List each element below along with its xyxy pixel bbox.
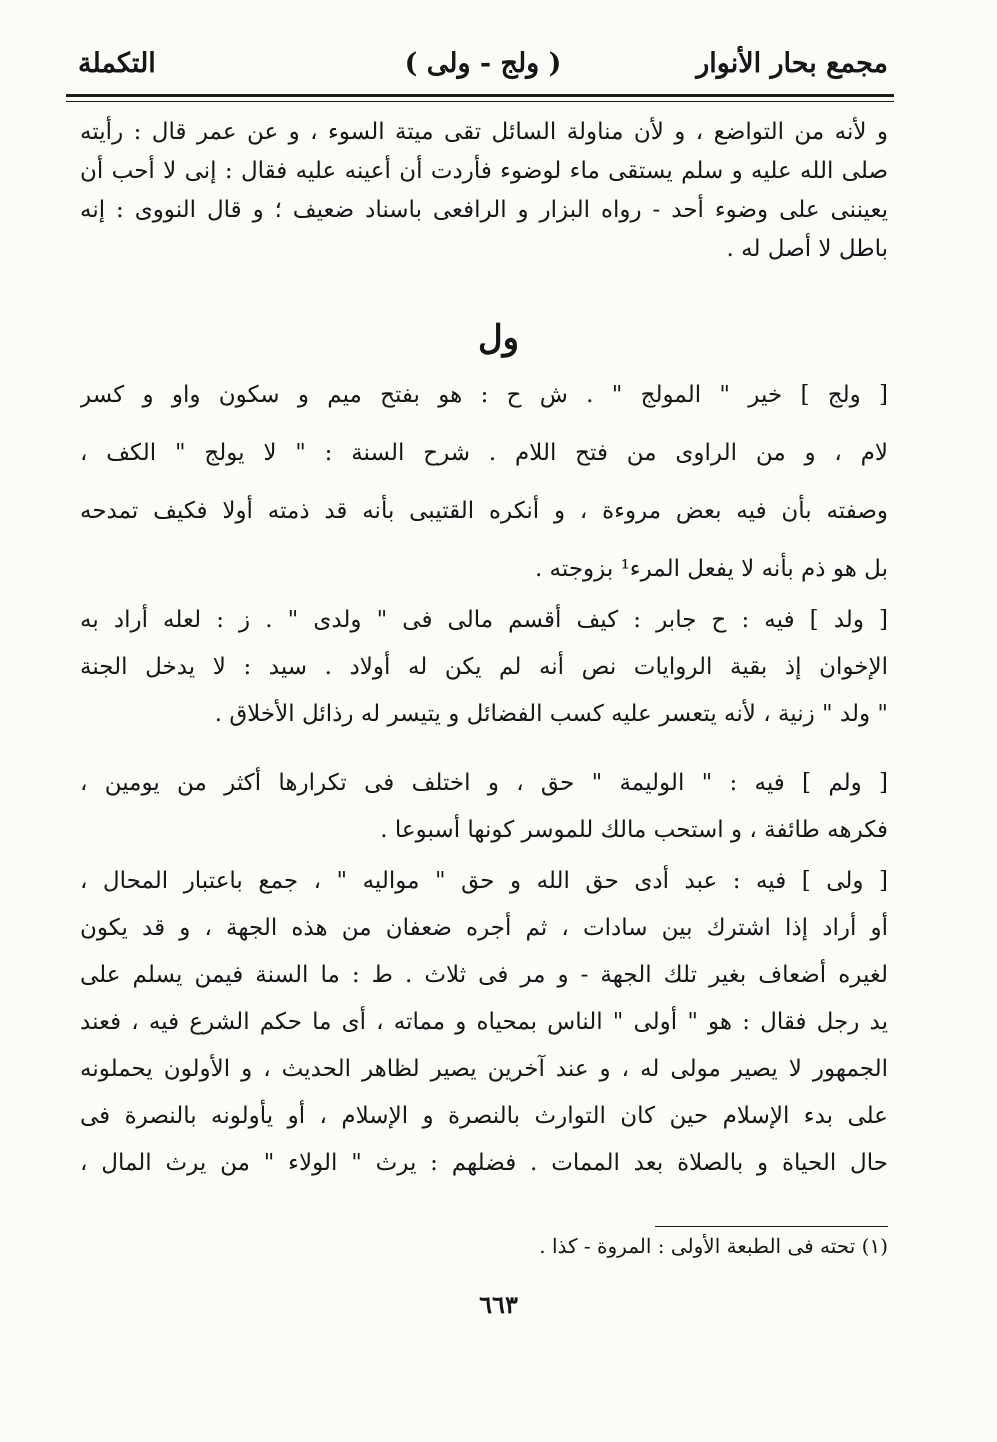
text-line: بل هو ذم بأنه لا يفعل المرء¹ بزوجته . (534, 556, 888, 582)
entry-walad (80, 597, 888, 738)
text-line: باطل لا أصل له . (726, 236, 888, 262)
text-line: صلى الله عليه و سلم يستقى ماء لوضوء فأردت أن أعينه عليه فقال : إنى لا أحب أن (80, 158, 888, 184)
text-line: الإخوان إذ بقية الروايات نص أنه لم يكن له أولاد . سيد : لا يدخل الجنة (80, 654, 888, 680)
text-line: [ ولد ] فيه : ح جابر : كيف أقسم مالى فى " ولدى " . ز : لعله أراد به (80, 607, 888, 633)
entry-walam (80, 760, 888, 854)
text-line: وصفته بأن فيه بعض مروءة ، و أنكره القتيبى بأنه قد ذمته أولا فكيف تمدحه (80, 498, 888, 524)
text-line: يعيننى على وضوء أحد - رواه البزار و الرافعى باسناد ضعيف ؛ و قال النووى : إنه (80, 197, 888, 223)
entry-walaj (80, 366, 888, 598)
page-number: ٦٦٣ (479, 1290, 518, 1319)
text-line: لام ، و من الراوى من فتح اللام . شرح السنة : " لا يولج " الكف ، (80, 440, 888, 466)
entry-range: ( ولج - ولى ) (404, 48, 562, 79)
entry-wala (80, 858, 888, 1187)
text-line: [ ولى ] فيه : عبد أدى حق الله و حق " مواليه " ، جمع باعتبار المحال ، (80, 868, 888, 894)
text-line: فكرهه طائفة ، و استحب مالك للموسر كونها أسبوعا . (380, 817, 888, 843)
header-rule-thin (66, 101, 894, 102)
text-line: [ ولم ] فيه : " الوليمة " حق ، و اختلف فى تكرارها أكثر من يومين ، (80, 770, 888, 796)
text-line: الجمهور لا يصير مولى له ، و عند آخرين يصير لظاهر الحديث ، و الأولون يحملونه (80, 1056, 888, 1082)
text-line: على بدء الإسلام حين كان التوارث بالنصرة و الإسلام ، أو يأولونه بالنصرة فى (80, 1103, 888, 1129)
text-line: [ ولج ] خير " المولج " . ش ح : هو بفتح ميم و سكون واو و كسر (80, 382, 888, 408)
text-line: أو أراد إذا اشترك بين سادات ، ثم أجره ضعفان من هذه الجهة ، و قد يكون (80, 915, 888, 941)
text-line: حال الحياة و بالصلاة بعد الممات . فضلهم : يرث " الولاء " من يرث المال ، (80, 1150, 888, 1176)
header-rule-thick (66, 94, 894, 97)
volume-title: التكملة (78, 48, 156, 79)
text-line: يد رجل فقال : هو " أولى " الناس بمحياه و مماته ، أى ما حكم الشرع فيه ، فعند (80, 1009, 888, 1035)
text-line: لغيره أضعاف بغير تلك الجهة - و مر فى ثلاث . ط : ما السنة فيمن يسلم على (80, 962, 888, 988)
section-title: ول (477, 318, 520, 358)
footnote: (١) تحته فى الطبعة الأولى : المروة - كذا . (539, 1234, 888, 1258)
footnote-rule (655, 1226, 888, 1227)
page-header (78, 40, 888, 84)
book-title: مجمع بحار الأنوار (696, 48, 888, 79)
text-line: " ولد " زنية ، لأنه يتعسر عليه كسب الفضائل و يتيسر له رذائل الأخلاق . (214, 701, 888, 727)
text-line: و لأنه من التواضع ، و لأن مناولة السائل تقى ميتة السوء ، و عن عمر قال : رأيته (80, 119, 888, 145)
intro-paragraph (80, 113, 888, 269)
